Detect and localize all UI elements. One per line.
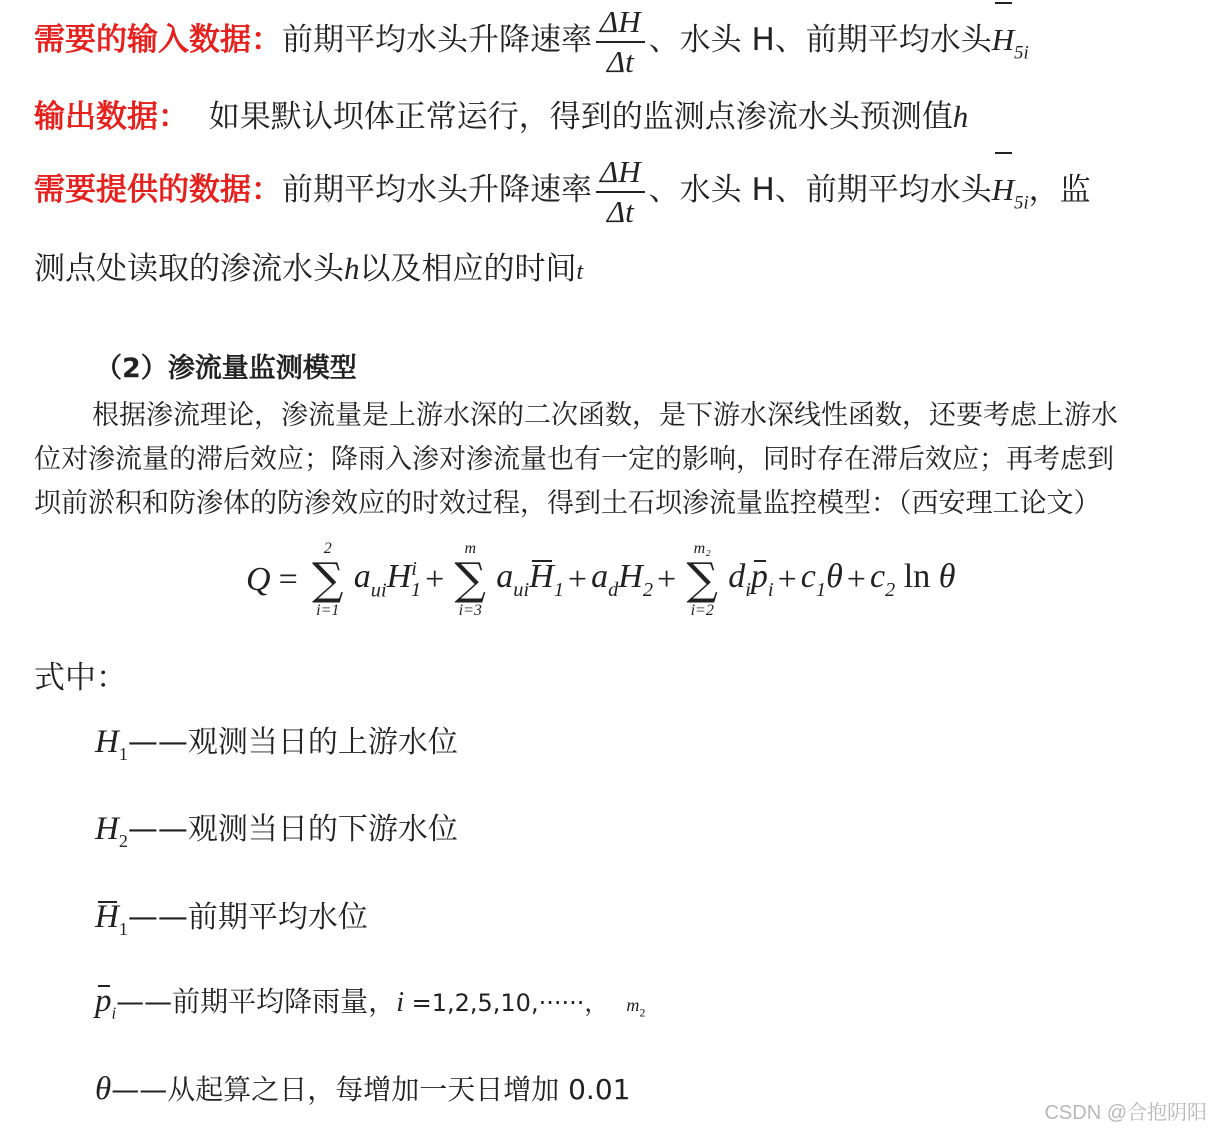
term-a-ui-h1: $a_{ui}H^i_1$ [353,557,422,602]
sigma-3: ∑ [686,554,718,605]
seepage-head-symbol: h [952,99,969,134]
fraction-denominator-2: Δt [606,193,634,229]
continuation-text-a: 测点处读取的渗流水头 [34,251,344,287]
term-a-ui-hbar1: $a_{ui}H_1$ [496,557,564,602]
provided-data-line [34,150,1091,230]
watermark: CSDN @合抱阴阳 [1044,1102,1207,1124]
input-data-label: 需要的输入数据： [34,22,282,58]
avg-head-subscript: 5i [1014,42,1029,64]
sum-3-upper: m₂ [693,540,711,557]
formula-equals: = [278,561,298,598]
continuation-text-b: 以及相应的时间 [359,251,577,287]
output-data-line [34,92,968,142]
fraction-numerator-2: ΔH [596,153,645,193]
sum-2-upper: m [464,540,477,557]
provided-data-continuation [34,244,583,294]
def-theta-symbol: θ [95,1071,112,1107]
sum-2-lower: i=3 [458,602,482,619]
avg-head-subscript-2: 5i [1014,192,1029,214]
seepage-formula [246,540,955,630]
def-h1-sub: 1 [118,744,128,765]
sum-3-lower: i=2 [690,602,714,619]
plus-3: + [657,561,677,598]
plus-1: + [425,561,445,598]
def-hbar1-symbol: H [95,899,119,935]
definition-h1 [95,717,458,765]
sigma-2: ∑ [454,554,486,605]
paragraph-line-2: 位对渗流量的滞后效应；降雨入渗对渗流量也有一定的影响，同时存在滞后效应；再考虑到 [34,444,1114,475]
sum-2 [448,540,492,620]
def-pi-m-sub: 2 [639,1005,646,1020]
paragraph-line-1: 根据渗流理论，渗流量是上游水深的二次函数，是下游水深线性函数，还要考虑上游水 [92,400,1118,431]
avg-head-symbol: H [992,0,1014,80]
def-h1-symbol: H [95,724,119,760]
def-h2-sub: 2 [118,831,128,852]
def-pi-values: =1,2,5,10,······， [403,989,609,1017]
sigma-1: ∑ [312,554,344,605]
fraction-denominator: Δt [606,43,634,79]
provided-data-text-b: 、水头 H、前期平均水头 [648,172,992,208]
term-di-pi: $d_ip_i$ [728,557,774,602]
plus-4: + [777,561,797,598]
formula-q: Q [246,561,271,598]
rate-fraction [596,3,645,81]
def-h2-symbol: H [95,811,119,847]
avg-head-symbol-2: H [992,150,1014,230]
provided-data-label: 需要提供的数据： [34,172,282,208]
plus-2: + [567,561,588,598]
definition-hbar1 [95,892,368,940]
sum-3 [680,540,724,620]
def-pi-m: m [626,995,640,1015]
term-c2-ln-theta: $c_2$ ln θ [869,557,956,602]
h-symbol: h [344,251,360,286]
term-ad-h2: $a_dH_2$ [591,557,654,602]
provided-data-text-c: ，监 [1028,172,1091,208]
section-heading: （2）渗流量监测模型 [95,353,357,384]
paragraph-line-3: 坝前淤积和防渗体的防渗效应的时效过程，得到土石坝渗流量监控模型：（西安理工论文） [34,488,1101,519]
term-c1-theta: $c_1\theta$ [800,557,843,602]
provided-data-text-a: 前期平均水头升降速率 [282,172,592,208]
def-h1-text: ——观测当日的上游水位 [127,725,458,760]
plus-5: + [846,561,866,598]
def-pi-text: ——前期平均降雨量， [116,985,397,1018]
def-h2-text: ——观测当日的下游水位 [127,812,458,847]
fraction-numerator: ΔH [596,3,645,43]
definition-pi [95,980,645,1024]
definition-theta [95,1068,630,1108]
output-data-label: 输出数据： [34,99,189,135]
def-hbar1-text: ——前期平均水位 [127,900,368,935]
sum-1-lower: i=1 [316,602,340,619]
definition-h2 [95,804,458,852]
def-pi-symbol: p [95,983,112,1019]
def-hbar1-sub: 1 [118,919,128,940]
where-label: 式中： [34,660,127,696]
sum-1-upper: 2 [323,540,332,557]
input-data-line [34,0,1029,80]
def-pi-sub: i [111,1003,117,1023]
t-symbol: t [576,259,584,285]
rate-fraction-2 [596,153,645,231]
input-data-text-b: 、水头 H、前期平均水头 [648,22,992,58]
def-pi-i: i [396,987,404,1018]
def-theta-text: ——从起算之日，每增加一天日增加 0.01 [111,1073,631,1106]
input-data-text-a: 前期平均水头升降速率 [282,22,592,58]
sum-1 [306,540,350,620]
output-data-text: 如果默认坝体正常运行，得到的监测点渗流水头预测值 [208,99,953,135]
